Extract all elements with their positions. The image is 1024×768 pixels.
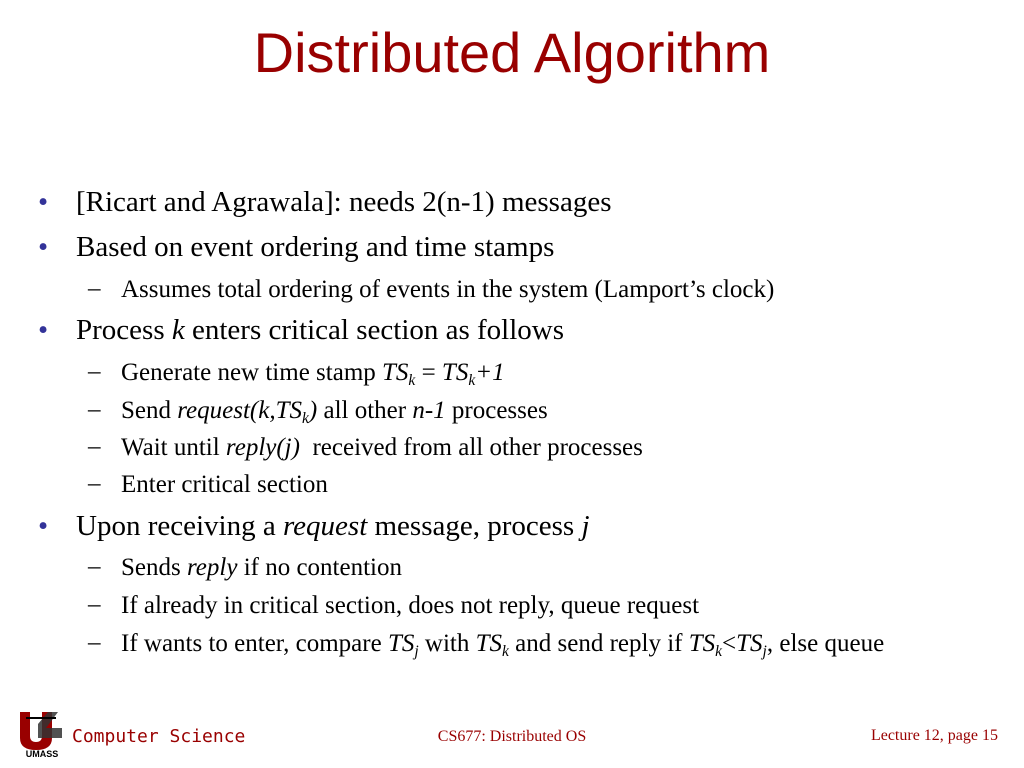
footer-department: Computer Science: [72, 726, 246, 747]
subbullet-text: Generate new time stamp $TS_k = TS_k+1$: [121, 359, 505, 389]
bullet-marker: •: [38, 510, 49, 542]
subbullet-text: Sends reply if no contention: [121, 554, 402, 581]
bullet-text: Based on event ordering and time stamps: [76, 231, 555, 263]
subbullet-text: Enter critical section: [121, 471, 328, 498]
subbullet-text: If already in critical section, does not reply, queue request: [121, 592, 700, 619]
dash-marker: –: [88, 433, 101, 460]
dash-marker: –: [88, 591, 101, 618]
subbullet-text: Send $request(k,TS_k)$ all other n-1 processes: [121, 397, 548, 427]
subbullet-text: If wants to enter, compare $TS_j$ with $TS_k$ and send reply if $TS_k<TS_j$, else queue: [121, 630, 885, 660]
bullet-text: Process k enters critical section as follows: [76, 314, 565, 346]
bullet-marker: •: [38, 186, 49, 218]
dash-marker: –: [88, 470, 101, 497]
dash-marker: –: [88, 396, 101, 423]
bullet-marker: •: [38, 314, 49, 346]
bullet-text: [Ricart and Agrawala]: needs 2(n-1) messages: [76, 186, 612, 218]
dash-marker: –: [88, 553, 101, 580]
footer-page-number: Lecture 12, page 15: [870, 727, 998, 744]
svg-text:UMASS: UMASS: [25, 749, 59, 758]
subbullet-text: Assumes total ordering of events in the system (Lamport’s clock): [121, 276, 775, 303]
subbullet-text: Wait until reply(j) received from all other processes: [121, 434, 643, 461]
slide-title: Distributed Algorithm: [253, 21, 771, 84]
dash-marker: –: [88, 358, 101, 385]
footer-course: CS677: Distributed OS: [437, 728, 587, 745]
dash-marker: –: [88, 275, 101, 302]
bullet-text: Upon receiving a request message, process j: [76, 510, 590, 542]
dash-marker: –: [88, 629, 101, 656]
bullet-marker: •: [38, 231, 49, 263]
